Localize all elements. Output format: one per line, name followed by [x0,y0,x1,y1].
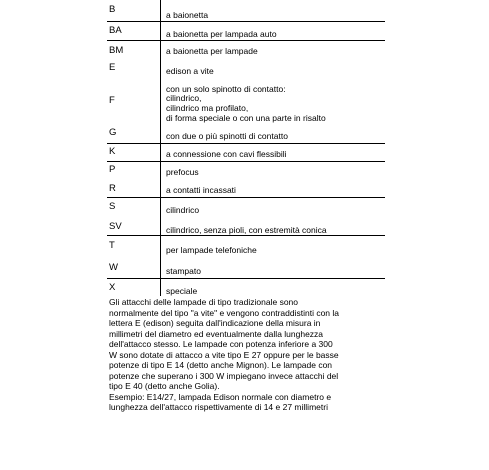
paragraph-line: dell'attacco stesso. Le lampade con potenza inferiore a 300 [109,339,333,349]
paragraph-line: tipo E 40 (detto anche Golia). [109,381,220,391]
paragraph-line: potenze che superano i 300 W impiegano invece attacchi del [109,370,339,381]
paragraph-line: normalmente del tipo "a vite" e vengono contraddistinti con la [109,307,340,318]
code-cell: X [109,282,116,293]
row-divider [107,278,385,279]
row-divider [107,40,385,41]
paragraph-line: W sono dotate di attacco a vite tipo E 27 oppure per le basse [109,349,339,360]
description-cell: speciale [166,286,198,296]
column-divider [160,0,161,296]
code-cell: G [109,127,117,138]
description-cell: di forma speciale o con una parte in risalto [166,113,326,123]
description-cell: con due o più spinotti di contatto [166,131,288,141]
paragraph-line: millimetri del diametro ed eventualmente dalla lunghezza [109,328,324,339]
paragraph-line: Esempio: E14/27, lampada Edison normale con diametro e [109,391,332,402]
description-cell: con un solo spinotto di contatto: [166,84,286,94]
paragraph-line: lunghezza dell'attacco rispettivamente di 14 e 27 millimetri [109,402,328,412]
paragraph-line: Gli attacchi delle lampade di tipo tradizionale sono [109,297,299,307]
code-cell: W [109,262,118,273]
code-cell: BA [109,25,122,36]
row-divider [107,21,385,22]
code-cell: SV [109,221,122,232]
code-cell: F [109,95,115,106]
description-cell: a contatti incassati [166,185,236,195]
description-cell: cilindrico, [166,93,202,103]
body-paragraph [109,297,389,413]
description-cell: cilindrico ma profilato, [166,103,249,113]
description-cell: cilindrico, senza pioli, con estremità conica [166,225,327,235]
description-cell: a baionetta [166,10,209,20]
description-cell: a baionetta per lampada auto [166,29,277,39]
code-cell: S [109,201,116,212]
code-cell: T [109,240,115,251]
description-cell: per lampade telefoniche [166,245,257,255]
code-cell: K [109,146,116,157]
description-cell: cilindrico [166,205,200,215]
row-divider [107,143,385,144]
row-divider [107,197,385,198]
paragraph-line: potenze di tipo E 14 (detto anche Mignon). Le lampade con [109,360,333,370]
description-cell: a baionetta per lampade [166,46,258,56]
description-cell: prefocus [166,167,199,177]
description-cell: edison a vite [166,66,214,76]
paragraph-line: lettera E (edison) seguita dall'indicazione della misura in [109,318,321,328]
code-cell: E [109,62,116,73]
row-divider [107,161,385,162]
code-cell: BM [109,45,124,56]
description-cell: a connessione con cavi flessibili [166,149,287,159]
code-cell: P [109,164,116,175]
code-cell: B [109,4,116,15]
description-cell: stampato [166,266,201,276]
code-cell: R [109,183,116,194]
